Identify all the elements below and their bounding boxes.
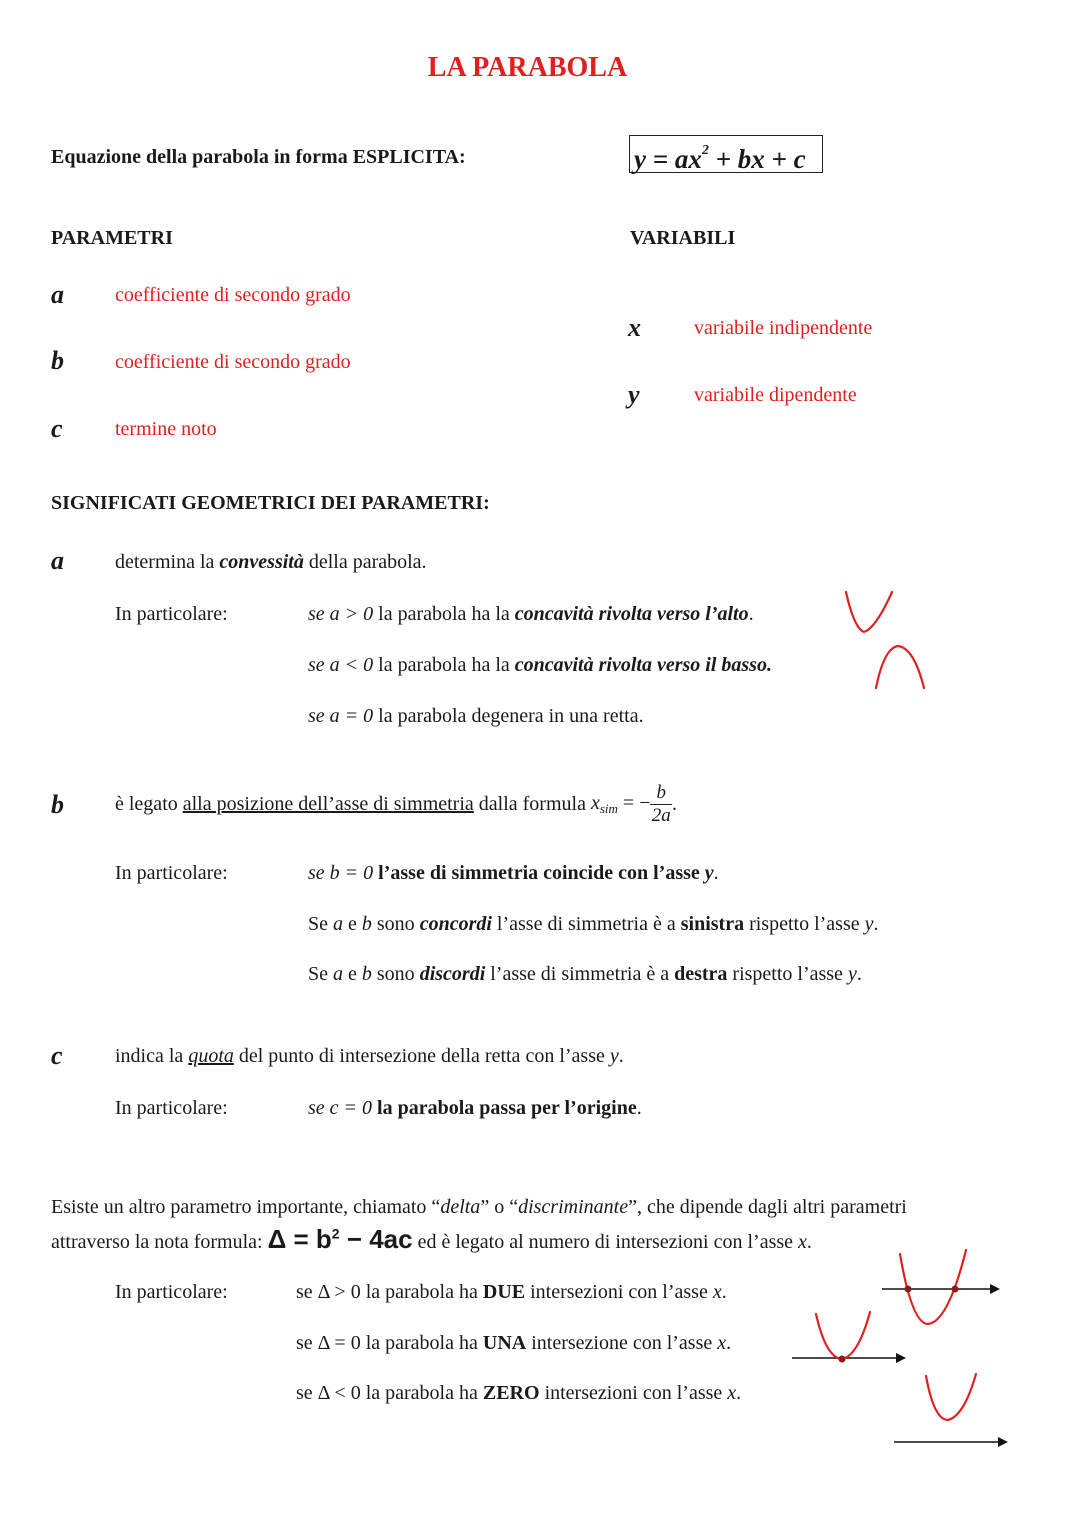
sig-b-case-3 bbox=[308, 963, 862, 986]
sig-a-intro bbox=[115, 551, 427, 574]
case-end: . bbox=[713, 862, 719, 884]
case-end: . bbox=[636, 1097, 642, 1119]
t: y bbox=[609, 1045, 619, 1067]
t: . bbox=[873, 913, 879, 935]
t: l’asse di simmetria è a bbox=[485, 963, 675, 985]
t: . bbox=[721, 1281, 727, 1303]
sig-b-intro-ul: alla posizione dell’asse di simmetria bbox=[182, 793, 474, 815]
xsim-formula bbox=[591, 792, 651, 814]
t: sono bbox=[371, 913, 420, 935]
t: ” o “ bbox=[480, 1196, 519, 1218]
xsim-fraction bbox=[650, 782, 672, 827]
t: Esiste un altro parametro importante, chiamato “ bbox=[51, 1196, 441, 1218]
sig-a-intro-post: della parabola. bbox=[303, 551, 427, 573]
fraction-denominator: 2a bbox=[651, 805, 671, 826]
t: discordi bbox=[419, 963, 486, 985]
t: Se bbox=[308, 913, 333, 935]
case-em: concavità rivolta verso l’alto bbox=[514, 603, 749, 625]
parabola-down-sketch-icon bbox=[870, 640, 940, 700]
delta-case-3 bbox=[296, 1382, 741, 1405]
t: y bbox=[864, 913, 874, 935]
t: ed è legato al numero di intersezioni con l’asse bbox=[412, 1231, 799, 1253]
t: ”, che dipende dagli altri parametri bbox=[628, 1196, 907, 1218]
equation-exponent: 2 bbox=[701, 143, 709, 158]
sig-b-in-particolare: In particolare: bbox=[115, 862, 228, 884]
equation-lhs: y = ax bbox=[634, 144, 702, 174]
t: . bbox=[806, 1231, 812, 1253]
t: a bbox=[333, 913, 343, 935]
parabola-one-intersection-icon bbox=[790, 1306, 920, 1376]
var-y-desc: variabile dipendente bbox=[694, 384, 857, 406]
case-em: concavità rivolta verso il basso. bbox=[514, 654, 772, 676]
fraction-numerator: b bbox=[650, 782, 672, 805]
parabola-zero-intersections-icon bbox=[892, 1368, 1022, 1458]
t: destra bbox=[674, 963, 728, 985]
parametri-heading: PARAMETRI bbox=[51, 227, 173, 249]
case-bold: l’asse di simmetria coincide con l’asse bbox=[373, 862, 705, 884]
sig-c-symbol: c bbox=[51, 1041, 63, 1070]
delta-case-2 bbox=[296, 1332, 731, 1355]
t: DUE bbox=[482, 1281, 526, 1303]
t: se Δ = 0 bbox=[296, 1332, 361, 1354]
sig-a-symbol: a bbox=[51, 546, 64, 575]
t: se Δ > 0 bbox=[296, 1281, 361, 1303]
sig-a-in-particolare: In particolare: bbox=[115, 603, 228, 625]
param-a-symbol: a bbox=[51, 280, 64, 309]
delta-case-1 bbox=[296, 1281, 727, 1304]
t: intersezione con l’asse bbox=[526, 1332, 718, 1354]
t: la parabola ha bbox=[360, 1332, 483, 1354]
t: Δ = b bbox=[267, 1224, 332, 1254]
var-x-symbol: x bbox=[628, 313, 641, 342]
t: quota bbox=[188, 1045, 234, 1067]
var-x-desc: variabile indipendente bbox=[694, 317, 873, 339]
t: UNA bbox=[482, 1332, 527, 1354]
case-cond: se a < 0 bbox=[308, 654, 374, 676]
case-cond: se a = 0 bbox=[308, 705, 374, 727]
t: sinistra bbox=[680, 913, 745, 935]
t: del punto di intersezione della retta con l’asse bbox=[233, 1045, 610, 1067]
t: l’asse di simmetria è a bbox=[491, 913, 681, 935]
t: . bbox=[726, 1332, 732, 1354]
t: intersezioni con l’asse bbox=[539, 1382, 728, 1404]
sig-a-case-1 bbox=[308, 603, 754, 626]
sig-a-intro-pre: determina la bbox=[115, 551, 220, 573]
sig-b-case-1 bbox=[308, 862, 719, 885]
t: sono bbox=[371, 963, 420, 985]
t: ZERO bbox=[482, 1382, 540, 1404]
t: b bbox=[361, 913, 372, 935]
t: x bbox=[727, 1382, 737, 1404]
sig-c-case bbox=[308, 1097, 642, 1120]
case-pre: la parabola ha la bbox=[373, 654, 515, 676]
t: attraverso la nota formula: bbox=[51, 1231, 268, 1253]
sig-b-intro-post: dalla formula bbox=[473, 793, 591, 815]
param-b-symbol: b bbox=[51, 346, 64, 375]
t: b bbox=[361, 963, 372, 985]
case-pre: la parabola ha la bbox=[373, 603, 515, 625]
sig-c-intro bbox=[115, 1045, 624, 1068]
t: rispetto l’asse bbox=[744, 913, 865, 935]
delta-in-particolare: In particolare: bbox=[115, 1281, 228, 1303]
t: Se bbox=[308, 963, 333, 985]
t: − 4ac bbox=[339, 1224, 413, 1254]
explicit-form-label: Equazione della parabola in forma ESPLICITA: bbox=[51, 146, 466, 168]
xsim-eq: = − bbox=[617, 792, 651, 814]
t: . bbox=[736, 1382, 742, 1404]
t: y bbox=[847, 963, 857, 985]
t: intersezioni con l’asse bbox=[525, 1281, 713, 1303]
t: a bbox=[333, 963, 343, 985]
case-cond: se b = 0 bbox=[308, 862, 374, 884]
t: la parabola ha bbox=[360, 1382, 483, 1404]
t: e bbox=[343, 963, 362, 985]
t: x bbox=[798, 1231, 807, 1253]
xsim-x: x bbox=[590, 792, 600, 814]
page-title: LA PARABOLA bbox=[427, 52, 628, 83]
t: delta bbox=[440, 1196, 481, 1218]
sig-b-symbol: b bbox=[51, 790, 64, 819]
sig-a-case-2 bbox=[308, 654, 772, 677]
t: se Δ < 0 bbox=[296, 1382, 361, 1404]
param-c-symbol: c bbox=[51, 414, 63, 443]
delta-paragraph-line-1 bbox=[51, 1196, 1011, 1219]
param-c-desc: termine noto bbox=[115, 418, 217, 440]
sig-b-case-2 bbox=[308, 913, 879, 936]
param-a-desc: coefficiente di secondo grado bbox=[115, 284, 351, 306]
case-pre: la parabola degenera in una retta. bbox=[373, 705, 644, 727]
explicit-equation-box bbox=[629, 135, 823, 173]
case-bold: la parabola passa per l’origine bbox=[372, 1097, 637, 1119]
case-var: y bbox=[704, 862, 714, 884]
t: rispetto l’asse bbox=[727, 963, 848, 985]
xsim-end: . bbox=[671, 793, 677, 815]
variabili-heading: VARIABILI bbox=[630, 227, 736, 249]
case-cond: se c = 0 bbox=[308, 1097, 373, 1119]
equation-rhs: + bx + c bbox=[708, 144, 806, 174]
t: x bbox=[712, 1281, 722, 1303]
sig-b-intro bbox=[115, 782, 677, 827]
sig-a-case-3 bbox=[308, 705, 644, 728]
var-y-symbol: y bbox=[628, 380, 640, 409]
t: concordi bbox=[419, 913, 492, 935]
t: discriminante bbox=[518, 1196, 629, 1218]
t: e bbox=[343, 913, 362, 935]
discriminant-formula bbox=[268, 1224, 413, 1254]
significati-heading: SIGNIFICATI GEOMETRICI DEI PARAMETRI: bbox=[51, 492, 490, 514]
t: . bbox=[856, 963, 862, 985]
t: . bbox=[618, 1045, 624, 1067]
case-cond: se a > 0 bbox=[308, 603, 374, 625]
xsim-sub: sim bbox=[599, 801, 618, 816]
t: la parabola ha bbox=[360, 1281, 483, 1303]
sig-c-in-particolare: In particolare: bbox=[115, 1097, 228, 1119]
t: x bbox=[717, 1332, 727, 1354]
case-post: . bbox=[748, 603, 754, 625]
t: indica la bbox=[115, 1045, 189, 1067]
param-b-desc: coefficiente di secondo grado bbox=[115, 351, 351, 373]
sig-a-intro-em: convessità bbox=[219, 551, 304, 573]
t: 2 bbox=[331, 1225, 340, 1242]
sig-b-intro-pre: è legato bbox=[115, 793, 183, 815]
delta-paragraph-line-2 bbox=[51, 1224, 812, 1255]
